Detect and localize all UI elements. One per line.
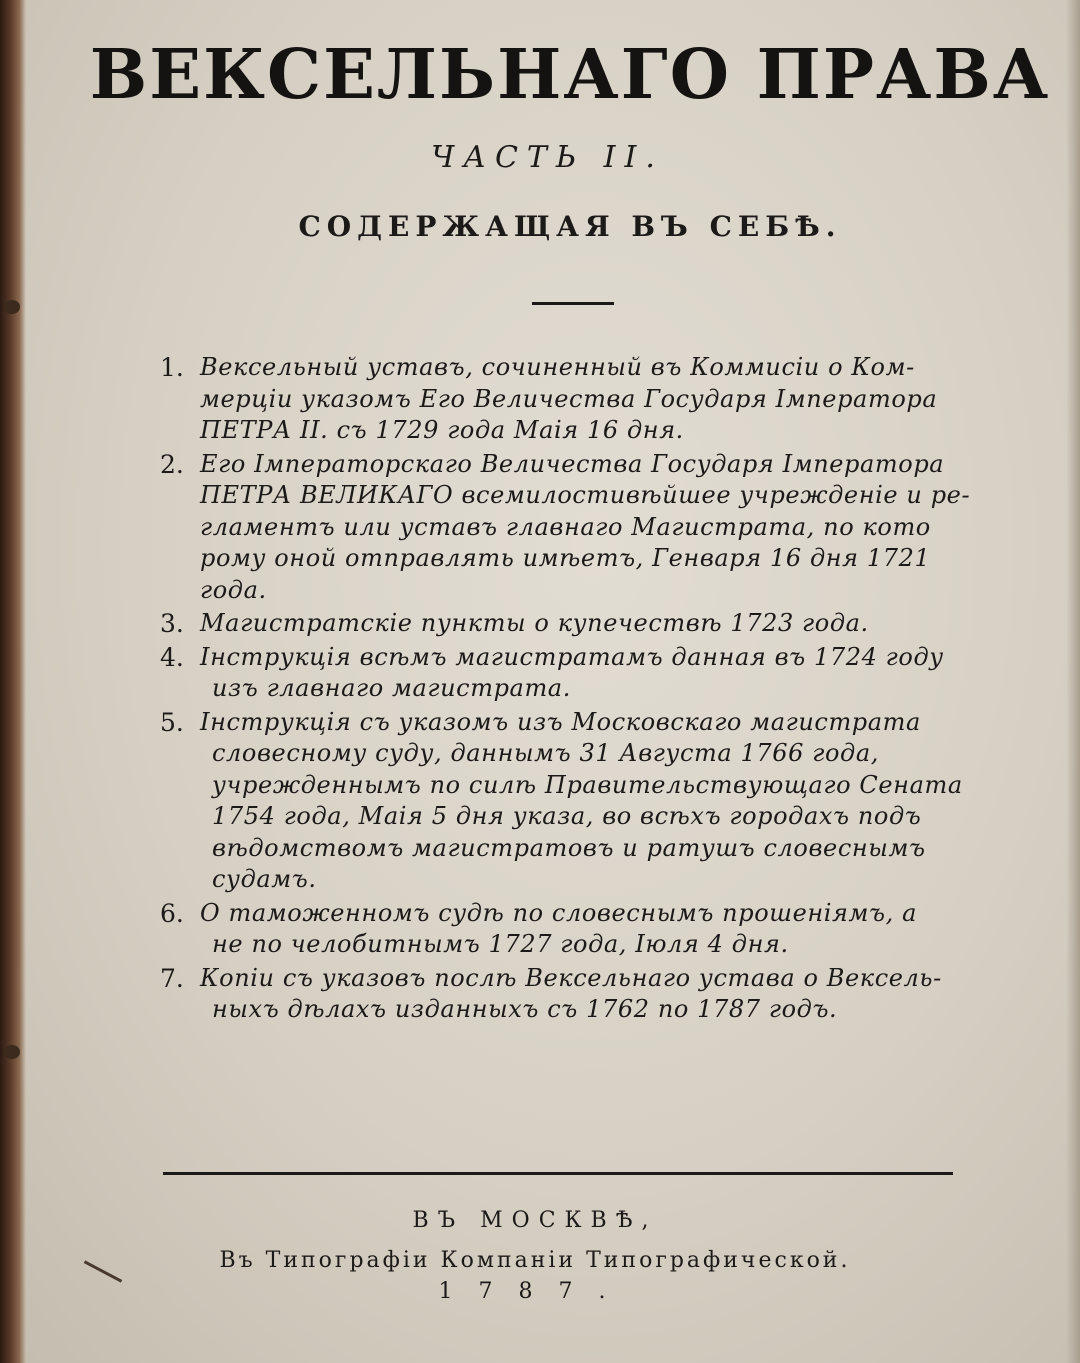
binding-hole — [4, 300, 20, 314]
list-item — [160, 898, 985, 961]
list-item — [160, 449, 985, 607]
item-line: словесному суду, даннымъ 31 Августа 1766 года, — [212, 739, 879, 767]
list-item — [160, 608, 985, 640]
item-line: О таможенномъ судѣ по словеснымъ прошеніямъ, а — [200, 898, 918, 927]
page-edge — [1066, 0, 1080, 1363]
item-line: Его Імператорскаго Величества Государя Імператора — [200, 449, 945, 478]
item-line: Інструкція съ указомъ изъ Московскаго магистрата — [200, 707, 921, 736]
short-rule — [532, 302, 614, 305]
item-line: ПЕТРА ВЕЛИКАГО всемилостивѣйшее учрежденіе и ре- — [200, 481, 971, 509]
imprint-press: Въ Типографіи Компаніи Типографической. — [219, 1248, 851, 1273]
item-number: 3. — [160, 609, 184, 638]
item-number: 5. — [160, 707, 184, 737]
item-line: ныхъ дѣлахъ изданныхъ съ 1762 по 1787 годъ. — [212, 995, 838, 1023]
item-number: 2. — [160, 449, 184, 479]
part-heading: ЧАСТЬ II. — [431, 140, 664, 175]
page-title: ВЕКСЕЛЬНАГО ПРАВА — [89, 35, 1051, 115]
item-line: Інструкція всѣмъ магистратамъ данная въ 1724 году — [200, 642, 944, 671]
item-line: не по челобитнымъ 1727 года, Іюля 4 дня. — [212, 930, 789, 958]
contents-subtitle: СОДЕРЖАЩАЯ ВЪ СЕБѢ. — [298, 210, 842, 243]
binding-hole — [4, 1045, 20, 1059]
item-number: 7. — [160, 963, 184, 993]
item-line: 1754 года, Маія 5 дня указа, во всѣхъ городахъ подъ — [212, 802, 922, 830]
item-number: 6. — [160, 898, 184, 928]
list-item — [160, 707, 985, 896]
item-line: судамъ. — [212, 865, 317, 893]
list-item — [160, 642, 985, 705]
item-line: года. — [200, 575, 267, 604]
item-line: Вексельный уставъ, сочиненный въ Коммисіи о Ком- — [200, 353, 915, 381]
item-number: 1. — [160, 353, 184, 382]
item-line: гламентъ или уставъ главнаго Магистрата, по кото — [200, 512, 931, 541]
item-line: учрежденнымъ по силѣ Правительствующаго Сената — [212, 770, 963, 799]
item-line: рому оной отправлять имѣетъ, Генваря 16 дня 1721 — [200, 544, 931, 572]
contents-list — [160, 352, 985, 1028]
item-number: 4. — [160, 642, 184, 672]
long-rule — [163, 1172, 953, 1175]
imprint-place: ВЪ МОСКВѢ, — [412, 1208, 658, 1233]
item-line: изъ главнаго магистрата. — [212, 674, 571, 702]
item-line: вѣдомствомъ магистратовъ и ратушъ словеснымъ — [212, 833, 926, 862]
imprint-year: 1787. — [438, 1279, 632, 1304]
list-item — [160, 963, 985, 1026]
item-line: Магистратскіе пункты о купечествѣ 1723 года. — [200, 609, 869, 637]
item-line: Копіи съ указовъ послѣ Вексельнаго устава о Вексель- — [200, 963, 942, 992]
book-spine — [0, 0, 26, 1363]
list-item — [160, 352, 985, 447]
item-line: мерціи указомъ Его Величества Государя Імператора — [200, 384, 938, 413]
item-line: ПЕТРА II. съ 1729 года Маія 16 дня. — [200, 416, 684, 444]
